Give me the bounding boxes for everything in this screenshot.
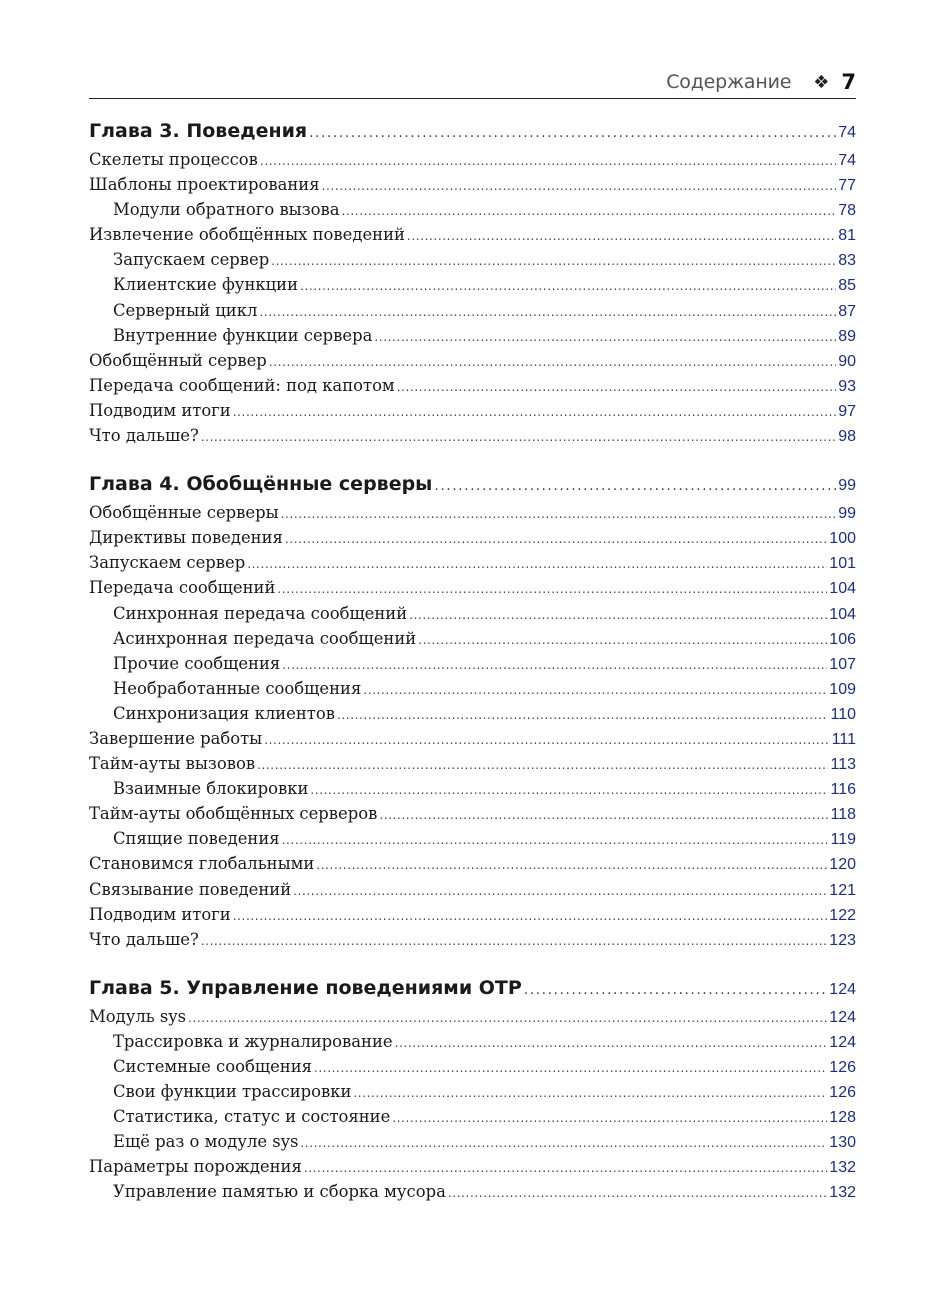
entry-title: Скелеты процессов	[89, 150, 258, 169]
entry-title: Серверный цикл	[113, 300, 258, 320]
toc-entry[interactable]	[89, 1007, 856, 1032]
entry-page: 101	[829, 555, 856, 573]
entry-page: 85	[838, 277, 856, 295]
entry-page: 78	[838, 202, 856, 220]
entry-title: Запускаем сервер	[89, 553, 246, 573]
toc-entry[interactable]	[89, 905, 856, 930]
dot-leader	[322, 179, 837, 193]
entry-title: Ещё раз о модуле sys	[113, 1132, 299, 1152]
dot-leader	[342, 204, 837, 218]
entry-page: 132	[829, 1184, 856, 1202]
toc-entry[interactable]	[89, 175, 856, 200]
dot-leader	[314, 1061, 827, 1075]
chapter-heading[interactable]	[89, 977, 856, 1005]
entry-title: Обобщённые серверы	[89, 503, 279, 523]
entry-page: 126	[829, 1059, 856, 1076]
entry-page: 93	[838, 377, 856, 395]
entry-page: 90	[838, 352, 856, 370]
dot-leader	[277, 582, 827, 596]
entry-title: Управление памятью и сборка мусора	[113, 1182, 446, 1202]
dot-leader	[201, 430, 836, 444]
dot-leader	[409, 608, 827, 622]
toc-subentry[interactable]	[89, 1032, 856, 1057]
entry-page: 106	[829, 630, 856, 648]
dot-leader	[247, 557, 827, 571]
entry-page: 132	[829, 1159, 856, 1177]
toc-subentry[interactable]	[89, 250, 856, 275]
entry-page: 110	[830, 705, 856, 723]
entry-page: 126	[829, 1084, 856, 1102]
entry-page: 87	[838, 302, 856, 320]
entry-title: Синхронизация клиентов	[113, 703, 335, 723]
dot-leader	[300, 279, 836, 293]
toc-entry[interactable]	[89, 225, 856, 250]
dot-leader	[282, 658, 827, 672]
entry-page: 74	[838, 152, 856, 169]
toc-subentry[interactable]	[89, 1057, 856, 1082]
dot-leader	[257, 758, 828, 772]
dot-leader	[233, 405, 837, 419]
entry-page: 99	[838, 505, 856, 523]
dot-leader	[188, 1011, 827, 1025]
entry-page: 124	[829, 1008, 856, 1026]
entry-page: 83	[838, 252, 856, 270]
chapter-5	[89, 977, 856, 1208]
table-of-contents	[89, 120, 856, 1230]
chapter-page: 74	[838, 124, 856, 141]
entry-title: Взаимные блокировки	[113, 779, 309, 799]
dot-leader	[233, 909, 828, 923]
toc-subentry[interactable]	[89, 1132, 856, 1157]
entry-page: 81	[838, 227, 856, 245]
toc-entry[interactable]	[89, 351, 856, 376]
entry-title: Что дальше?	[89, 426, 199, 446]
toc-entry[interactable]	[89, 150, 856, 175]
dot-leader	[300, 1136, 827, 1150]
dot-leader	[407, 229, 836, 243]
chapter-3	[89, 120, 856, 451]
entry-title: Что дальше?	[89, 929, 199, 949]
toc-entry[interactable]	[89, 930, 856, 955]
toc-subentry[interactable]	[89, 629, 856, 654]
entry-title: Связывание поведений	[89, 879, 292, 899]
entry-page: 118	[830, 806, 856, 824]
entry-title: Передача сообщений	[89, 578, 276, 598]
entry-title: Параметры порождения	[89, 1157, 302, 1177]
toc-entry[interactable]	[89, 578, 856, 603]
entry-title: Модули обратного вызова	[113, 200, 340, 220]
entry-page: 89	[838, 327, 856, 345]
toc-subentry[interactable]	[89, 1082, 856, 1107]
toc-subentry[interactable]	[89, 704, 856, 729]
toc-entry[interactable]	[89, 503, 856, 528]
running-header	[89, 66, 856, 99]
dot-leader	[363, 683, 827, 697]
entry-page: 77	[838, 177, 856, 195]
dot-leader	[379, 808, 828, 822]
toc-subentry[interactable]	[89, 200, 856, 225]
entry-title: Прочие сообщения	[113, 653, 281, 673]
chapter-title: Глава 3. Поведения	[89, 120, 308, 142]
entry-page: 119	[830, 831, 856, 849]
dot-leader	[264, 733, 829, 747]
entry-page: 111	[831, 730, 856, 748]
chapter-page: 124	[829, 980, 856, 998]
header-title: Содержание	[666, 71, 792, 93]
page-number: 7	[841, 70, 856, 94]
dot-leader	[395, 1036, 828, 1050]
dot-leader	[201, 934, 828, 948]
entry-title: Модуль sys	[89, 1006, 187, 1026]
chapter-heading[interactable]	[89, 473, 856, 501]
ornament-icon: ❖	[813, 71, 830, 93]
dot-leader	[524, 982, 828, 998]
chapter-page: 99	[838, 477, 856, 495]
entry-title: Становимся глобальными	[89, 854, 315, 874]
toc-subentry[interactable]	[89, 829, 856, 854]
entry-page: 109	[829, 680, 856, 698]
entry-title: Спящие поведения	[113, 829, 280, 849]
dot-leader	[260, 154, 836, 168]
toc-subentry[interactable]	[89, 604, 856, 629]
entry-page: 123	[829, 931, 856, 949]
chapter-title: Глава 4. Обобщённые серверы	[89, 473, 433, 496]
entry-title: Извлечение обобщённых поведений	[89, 225, 405, 245]
entry-page: 104	[829, 580, 856, 598]
entry-title: Асинхронная передача сообщений	[113, 628, 417, 648]
toc-subentry[interactable]	[89, 779, 856, 804]
dot-leader	[397, 380, 837, 394]
dot-leader	[285, 532, 827, 546]
entry-page: 107	[829, 655, 856, 673]
entry-title: Директивы поведения	[89, 528, 283, 548]
entry-title: Клиентские функции	[113, 275, 299, 295]
dot-leader	[418, 633, 827, 647]
toc-subentry[interactable]	[89, 326, 856, 351]
dot-leader	[316, 858, 827, 872]
toc-subentry[interactable]	[89, 1107, 856, 1132]
chapter-heading[interactable]	[89, 120, 856, 148]
entry-title: Системные сообщения	[113, 1057, 312, 1076]
entry-page: 100	[829, 530, 856, 548]
dot-leader	[353, 1086, 827, 1100]
entry-page: 130	[829, 1134, 856, 1152]
dot-leader	[310, 783, 828, 797]
entry-title: Внутренние функции сервера	[113, 325, 373, 345]
toc-entry[interactable]	[89, 1157, 856, 1182]
dot-leader	[259, 305, 836, 319]
entry-title: Синхронная передача сообщений	[113, 603, 408, 623]
entry-page: 124	[829, 1033, 856, 1051]
toc-entry[interactable]	[89, 376, 856, 401]
toc-entry[interactable]	[89, 729, 856, 754]
toc-subentry[interactable]	[89, 679, 856, 704]
toc-entry[interactable]	[89, 854, 856, 879]
toc-entry[interactable]	[89, 426, 856, 451]
entry-page: 128	[829, 1109, 856, 1127]
entry-title: Шаблоны проектирования	[89, 175, 320, 195]
toc-entry[interactable]	[89, 528, 856, 553]
entry-title: Свои функции трассировки	[113, 1082, 352, 1102]
toc-entry[interactable]	[89, 401, 856, 426]
toc-entry[interactable]	[89, 553, 856, 578]
dot-leader	[309, 125, 836, 141]
toc-entry[interactable]	[89, 880, 856, 905]
entry-page: 104	[829, 605, 856, 623]
entry-page: 98	[838, 428, 856, 446]
entry-title: Запускаем сервер	[113, 250, 270, 270]
dot-leader	[374, 330, 836, 344]
entry-page: 120	[829, 856, 856, 874]
entry-page: 122	[829, 906, 856, 924]
entry-title: Завершение работы	[89, 728, 263, 748]
toc-entry[interactable]	[89, 754, 856, 779]
entry-page: 116	[830, 781, 856, 799]
toc-subentry[interactable]	[89, 654, 856, 679]
toc-entry[interactable]	[89, 804, 856, 829]
entry-title: Тайм-ауты обобщённых серверов	[89, 804, 378, 824]
entry-title: Подводим итоги	[89, 904, 231, 924]
dot-leader	[281, 507, 837, 521]
entry-title: Тайм-ауты вызовов	[89, 754, 256, 774]
dot-leader	[269, 355, 836, 369]
toc-subentry[interactable]	[89, 275, 856, 300]
entry-title: Статистика, статус и состояние	[113, 1107, 391, 1127]
entry-title: Передача сообщений: под капотом	[89, 375, 395, 395]
entry-page: 113	[830, 756, 856, 774]
entry-page: 121	[829, 881, 856, 899]
toc-subentry[interactable]	[89, 301, 856, 326]
dot-leader	[337, 708, 829, 722]
chapter-title: Глава 5. Управление поведениями OTP	[89, 976, 522, 999]
dot-leader	[448, 1186, 827, 1200]
dot-leader	[293, 884, 827, 898]
toc-subentry[interactable]	[89, 1182, 856, 1207]
entry-title: Необработанные сообщения	[113, 678, 362, 698]
entry-title: Подводим итоги	[89, 400, 231, 420]
entry-title: Обобщённый сервер	[89, 350, 267, 370]
entry-title: Трассировка и журналирование	[113, 1031, 393, 1051]
dot-leader	[282, 833, 829, 847]
dot-leader	[304, 1161, 827, 1175]
dot-leader	[392, 1111, 827, 1125]
entry-page: 97	[838, 402, 856, 420]
dot-leader	[434, 478, 836, 494]
dot-leader	[271, 254, 836, 268]
chapter-4	[89, 473, 856, 955]
